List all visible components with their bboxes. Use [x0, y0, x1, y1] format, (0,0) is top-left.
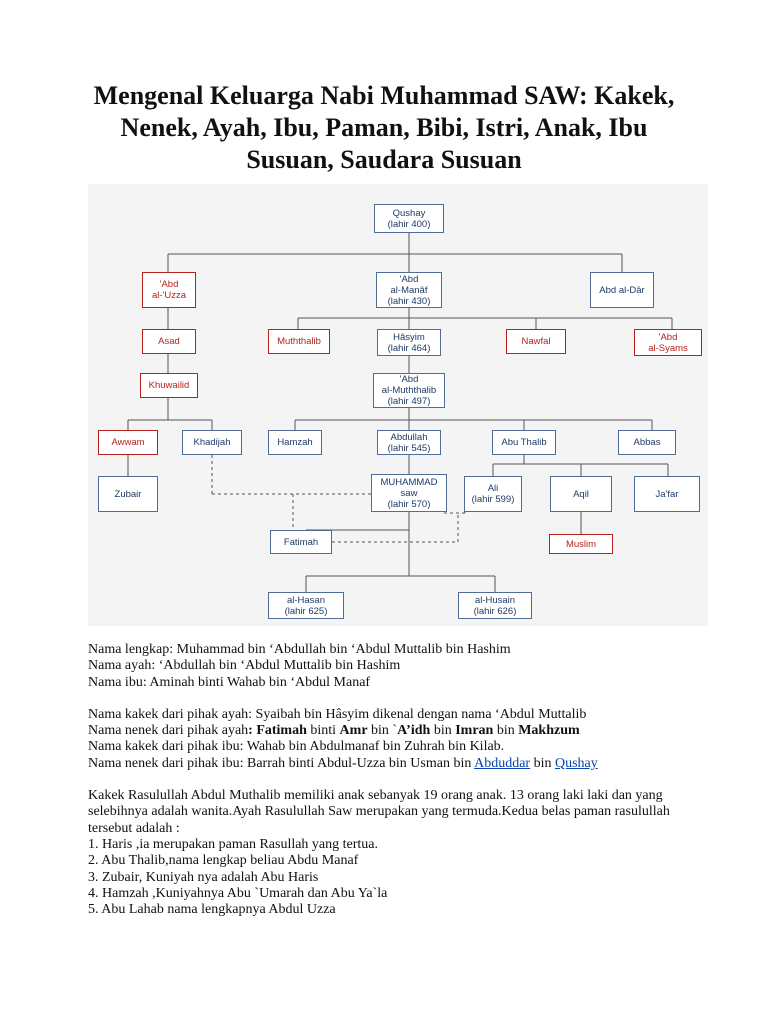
person-muththalib: Muththalib [268, 329, 330, 354]
person-jafar: Ja'far [634, 476, 700, 512]
paternal-grandmother-line: Nama nenek dari pihak ayah: Fatimah binti Amr bin `A’idh bin Imran bin Makhzum [88, 723, 580, 739]
maternal-grandfather-line: Nama kakek dari pihak ibu: Wahab bin Abdulmanaf bin Zuhrah bin Kilab. [88, 739, 505, 755]
person-qushay: Qushay (lahir 400) [374, 204, 444, 233]
person-khuwailid: Khuwailid [140, 373, 198, 398]
father-name-line: Nama ayah: ‘Abdullah bin ‘Abdul Muttalib bin Hashim [88, 658, 401, 674]
person-awwam: Awwam [98, 430, 158, 455]
person-al-husain: al-Husain (lahir 626) [458, 592, 532, 619]
abduddar-link[interactable]: Abduddar [474, 755, 531, 771]
list-item: 3. Zubair, Kuniyah nya adalah Abu Haris [88, 869, 319, 885]
person-hamzah: Hamzah [268, 430, 322, 455]
person-asad: Asad [142, 329, 196, 354]
list-item: 4. Hamzah ,Kuniyahnya Abu `Umarah dan Abu Ya`la [88, 885, 388, 901]
person-ali: Ali (lahir 599) [464, 476, 522, 512]
list-item: 5. Abu Lahab nama lengkapnya Abdul Uzza [88, 902, 336, 918]
person-aqil: Aqil [550, 476, 612, 512]
person-abdullah: Abdullah (lahir 545) [377, 430, 441, 455]
person-abd-al-manaf: 'Abd al-Manâf (lahir 430) [376, 272, 442, 308]
person-al-hasan: al-Hasan (lahir 625) [268, 592, 344, 619]
mother-name-line: Nama ibu: Aminah binti Wahab bin ‘Abdul Manaf [88, 674, 371, 690]
person-abu-thalib: Abu Thalib [492, 430, 556, 455]
list-item: 2. Abu Thalib,nama lengkap beliau Abdu Manaf [88, 853, 359, 869]
family-tree-diagram [88, 184, 708, 626]
list-item: 1. Haris ,ia merupakan paman Rasullah yang tertua. [88, 836, 379, 852]
person-hasyim: Hâsyim (lahir 464) [377, 329, 441, 356]
paternal-grandfather-line: Nama kakek dari pihak ayah: Syaibah bin Hâsyim dikenal dengan nama ‘Abdul Muttalib [88, 706, 587, 722]
person-muhammad: MUHAMMAD saw (lahir 570) [371, 474, 447, 512]
person-abd-al-uzza: 'Abd al-'Uzza [142, 272, 196, 308]
person-abd-al-syams: 'Abd al-Syams [634, 329, 702, 356]
qushay-link[interactable]: Qushay [554, 755, 598, 771]
person-abd-al-muththalib: 'Abd al-Muththalib (lahir 497) [373, 373, 445, 408]
person-khadijah: Khadijah [182, 430, 242, 455]
person-zubair: Zubair [98, 476, 158, 512]
body-text [88, 642, 698, 918]
person-abbas: Abbas [618, 430, 676, 455]
person-abd-al-dar: Abd al-Dâr [590, 272, 654, 308]
person-fatimah: Fatimah [270, 530, 332, 554]
person-muslim: Muslim [549, 534, 613, 554]
grandfather-children-paragraph: Kakek Rasulullah Abdul Muthalib memiliki anak sebanyak 19 orang anak. 13 orang laki laki dan yang selebihnya adalah wanita.Ayah Rasulullah Saw merupakan yang termuda.Kedua belas paman rasulullah tersebut adalah : [88, 788, 670, 836]
person-nawfal: Nawfal [506, 329, 566, 354]
page-title: Mengenal Keluarga Nabi Muhammad SAW: Kakek, Nenek, Ayah, Ibu, Paman, Bibi, Istri, Anak, Ibu Susuan, Saudara Susuan [93, 81, 675, 174]
full-name-line: Nama lengkap: Muhammad bin ‘Abdullah bin ‘Abdul Muttalib bin Hashim [88, 642, 511, 657]
maternal-grandmother-line: Nama nenek dari pihak ibu: Barrah binti Abdul-Uzza bin Usman bin Abduddar bin Qushay [88, 755, 598, 771]
